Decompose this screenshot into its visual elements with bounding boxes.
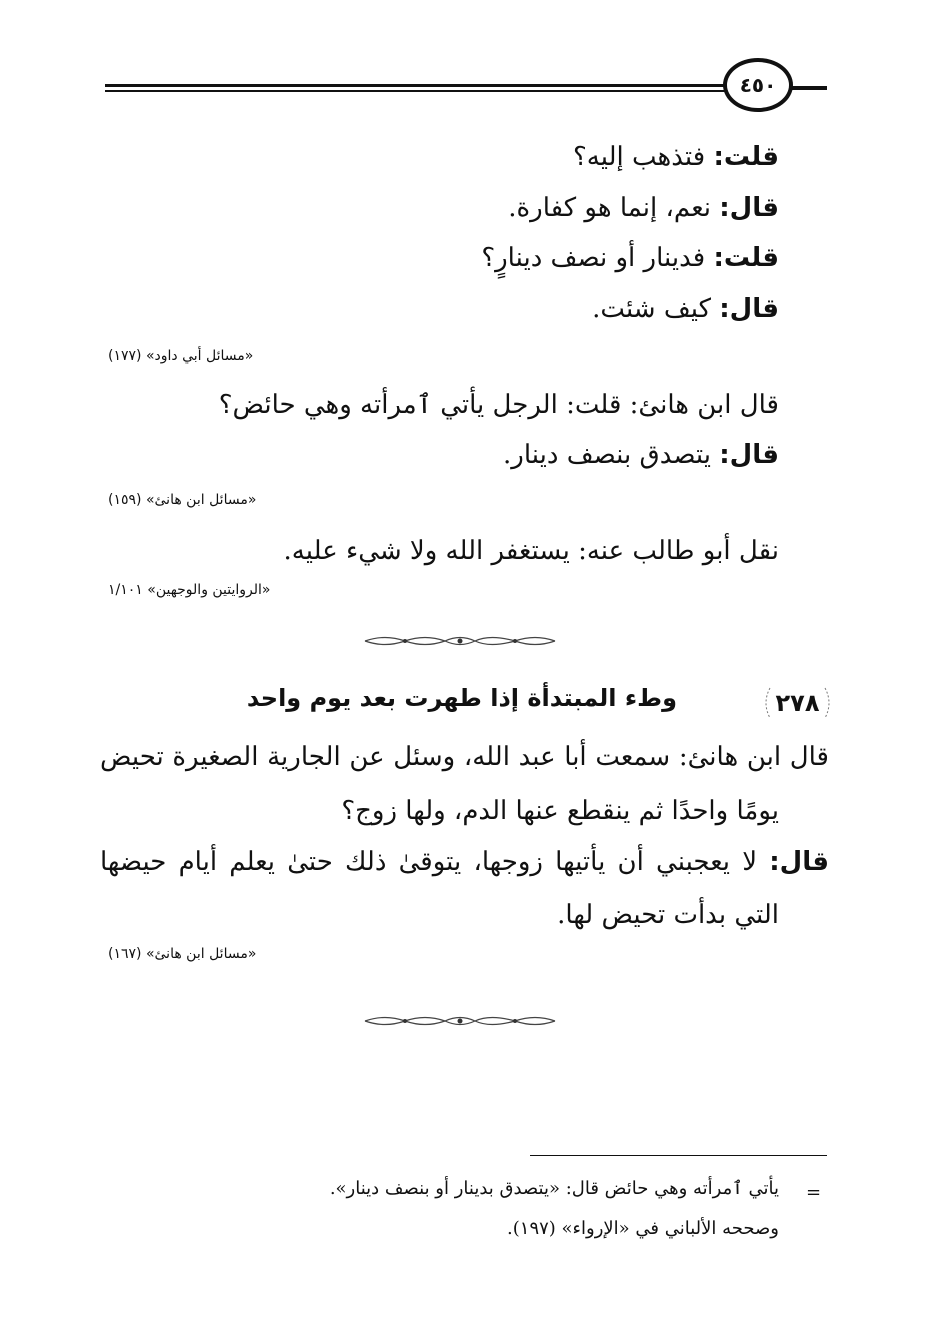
footnote-line: وصححه الألباني في «الإرواء» (١٩٧).: [507, 1218, 779, 1239]
header-rule-top: [105, 84, 725, 87]
paragraph-line: التي بدأت تحيض لها.: [557, 900, 779, 930]
speaker-label: قال:: [719, 294, 779, 324]
chapter-title: وطء المبتدأة إذا طهرت بعد يوم واحد: [246, 684, 677, 712]
source-citation-3: «الروايتين والوجهين» ١/١٠١: [108, 582, 271, 598]
source-citation-4: «مسائل ابن هانئ» (١٦٧): [108, 946, 257, 962]
header-rule-right: [792, 86, 827, 90]
dialogue-text: نعم، إنما هو كفارة.: [508, 193, 720, 223]
dialogue-text: كيف شئت.: [592, 294, 720, 324]
paragraph-line: يومًا واحدًا ثم ينقطع عنها الدم، ولها زوج؟: [341, 796, 779, 826]
narration-line: نقل أبو طالب عنه: يستغفر الله ولا شيء عليه.: [283, 536, 779, 566]
dialogue-text: فدينار أو نصف دينارٍ؟: [481, 243, 714, 273]
paragraph-line: قال ابن هانئ: سمعت أبا عبد الله، وسئل عن الجارية الصغيرة تحيض: [100, 742, 829, 772]
source-citation-1: «مسائل أبي داود» (١٧٧): [108, 348, 254, 364]
dialogue-text: لا يعجبني أن يأتيها زوجها، يتوقىٰ ذلك حتىٰ يعلم أيام حيضها: [100, 847, 770, 877]
dialogue-line-5: [503, 440, 779, 470]
speaker-label: قلت:: [713, 142, 779, 172]
ornament-divider-icon: [360, 1014, 560, 1028]
source-citation-2: «مسائل ابن هانئ» (١٥٩): [108, 492, 257, 508]
speaker-label: قال:: [719, 193, 779, 223]
chapter-number: ٢٧٨: [775, 689, 820, 717]
dialogue-line-2: [508, 193, 779, 223]
ornament-divider-icon: [360, 634, 560, 648]
dialogue-line-3: [481, 243, 779, 273]
header-rule-bottom: [105, 90, 725, 92]
page-number: ٤٥٠: [723, 58, 793, 112]
speaker-label: قلت:: [713, 243, 779, 273]
dialogue-line-4: [592, 294, 779, 324]
dialogue-line-1: [573, 142, 779, 172]
footnote-continuation-mark: =: [806, 1182, 822, 1203]
dialogue-text: يتصدق بنصف دينار.: [503, 440, 720, 470]
footnote-rule: [530, 1155, 827, 1156]
speaker-label: قال:: [769, 847, 829, 877]
dialogue-text: فتذهب إليه؟: [573, 142, 714, 172]
speaker-label: قال:: [719, 440, 779, 470]
footnote-line: يأتي ٱمرأته وهي حائض قال: «يتصدق بدينار أو بنصف دينار».: [329, 1178, 779, 1199]
narration-line: قال ابن هانئ: قلت: الرجل يأتي ٱمرأته وهي حائض؟: [218, 390, 779, 420]
paragraph-line: [100, 847, 829, 877]
